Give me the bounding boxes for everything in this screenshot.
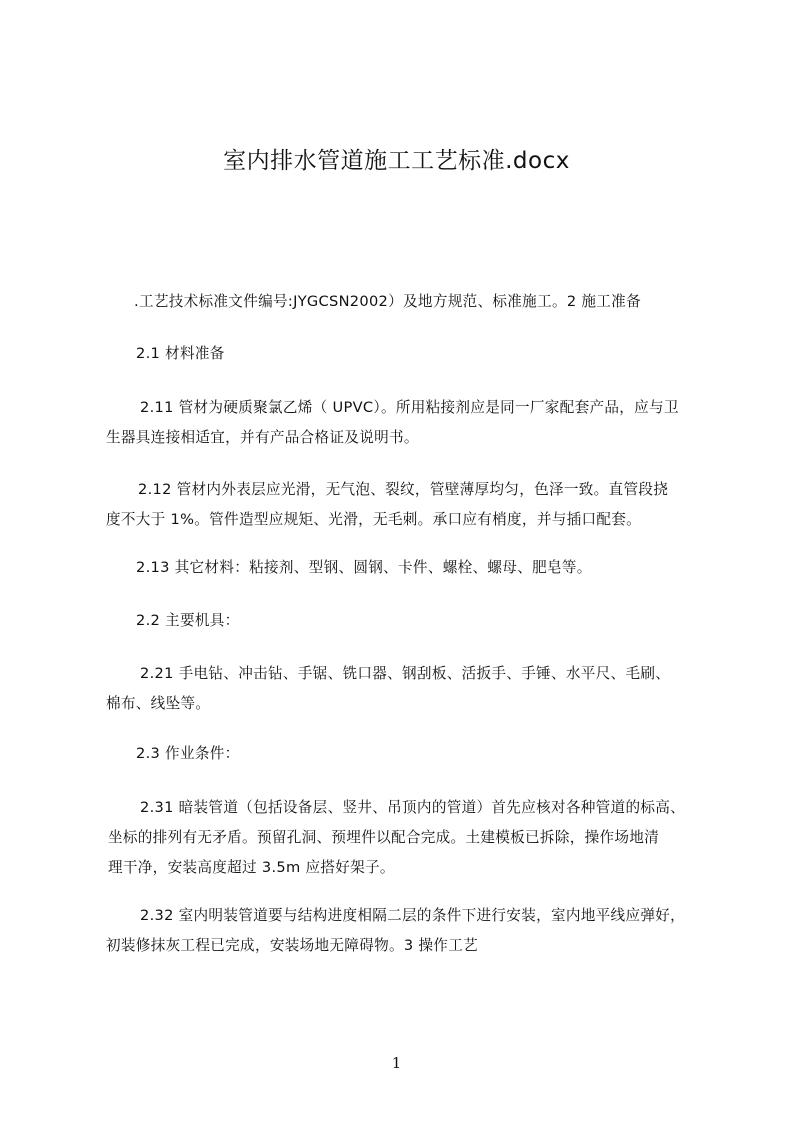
text-line: 2.11 管材为硬质聚氯乙烯（ UPVC）。所用粘接剂应是同一厂家配套产品，应与卫 <box>140 399 679 416</box>
text-line: 2.12 管材内外表层应光滑，无气泡、裂纹，管壁薄厚均匀，色泽一致。直管段挠 <box>138 481 669 498</box>
heading-2-1-materials <box>136 339 736 369</box>
paragraph-2-13 <box>136 553 736 583</box>
paragraph-2-31 <box>106 793 706 883</box>
page-number: 1 <box>391 1054 402 1072</box>
heading-2-3-conditions <box>136 739 736 769</box>
heading-2-2-tools <box>136 606 736 636</box>
paragraph-2-32 <box>106 901 706 961</box>
paragraph-2-11 <box>106 393 706 453</box>
text-line: 2.32 室内明装管道要与结构进度相隔二层的条件下进行安装，室内地平线应弹好， <box>140 907 686 924</box>
text-line: 生器具连接相适宜，并有产品合格证及说明书。 <box>106 429 419 446</box>
text-line: 棉布、线坠等。 <box>106 695 211 712</box>
text-line: 初装修抹灰工程已完成，安装场地无障碍物。3 操作工艺 <box>106 937 478 954</box>
text-line: 2.31 暗装管道（包括设备层、竖井、吊顶内的管道）首先应核对各种管道的标高、 <box>140 799 686 816</box>
text-line: 坐标的排列有无矛盾。预留孔洞、预埋件以配合完成。土建模板已拆除，操作场地清 <box>108 829 660 846</box>
text-line: 2.13 其它材料：粘接剂、型钢、圆钢、卡件、螺栓、螺母、肥皂等。 <box>136 559 592 576</box>
text-line: 理干净，安装高度超过 3.5m 应搭好架子。 <box>108 859 395 876</box>
paragraph-2-21 <box>106 659 706 719</box>
text-line: 度不大于 1%。管件造型应规矩、光滑，无毛刺。承口应有梢度，并与插口配套。 <box>106 511 642 528</box>
text-line: 2.1 材料准备 <box>136 345 225 362</box>
paragraph-process-standard <box>134 287 734 317</box>
paragraph-2-12 <box>106 475 706 535</box>
document-title: 室内排水管道施工工艺标准.docx <box>223 148 570 174</box>
text-line: 2.3 作业条件： <box>136 745 240 762</box>
text-line: 2.2 主要机具： <box>136 612 240 629</box>
text-line: 2.21 手电钻、冲击钻、手锯、铣口器、钢刮板、活扳手、手锤、水平尺、毛刷、 <box>140 665 671 682</box>
text-line: .工艺技术标准文件编号:JYGCSN2002）及地方规范、标准施工。2 施工准备 <box>134 293 641 310</box>
